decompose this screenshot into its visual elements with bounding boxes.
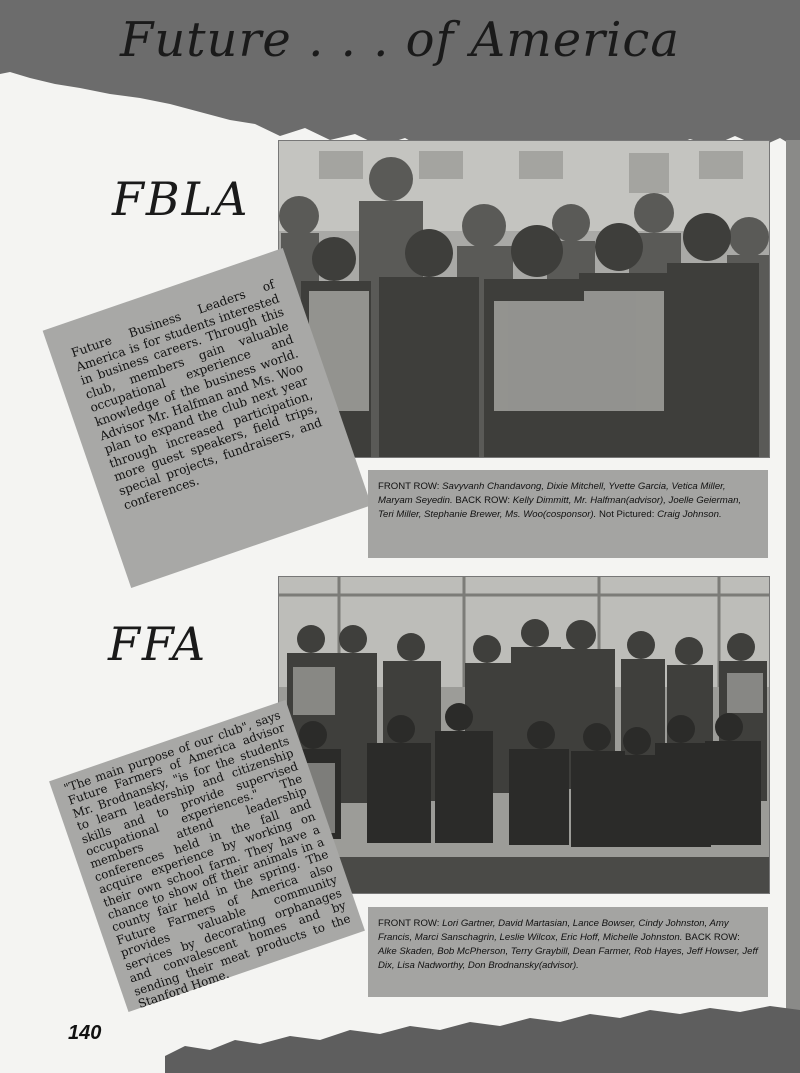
ffa-photo-illustration <box>279 577 769 893</box>
bottom-torn-band <box>165 1006 800 1073</box>
right-edge-strip <box>786 140 800 1020</box>
ffa-caption <box>368 907 768 997</box>
ffa-back-row-names: Alke Skaden, Bob McPherson, Terry Graybill, Dean Farmer, Rob Hayes, Jeff Howser, Jeff Dix, Lisa Nadworthy, Don Brodnansky(advisor). <box>378 946 758 971</box>
fbla-not-pictured-label: Not Pictured: <box>598 509 655 520</box>
fbla-group-photo <box>278 140 770 458</box>
ffa-heading: FFA <box>108 617 208 671</box>
ffa-back-row-label: BACK ROW: <box>685 932 740 943</box>
ffa-description: "The main purpose of our club", says Future Farmers of America advisor Mr. Brodnansky, "is for the students to learn leadership and citizenship skills and to provide supervised occupational experiences." The members attend leadership conferences held in the fall and acquire experience by working on their own school farm. They have a chance to show off their animals in a county fair held in the spring. The Future Farmers of America also provides valuable community services by decorating orphanages and convalescent homes and by sending their meat products to the Stanford Home. <box>62 707 353 1011</box>
page-number: 140 <box>68 1022 102 1044</box>
fbla-heading: FBLA <box>112 172 250 226</box>
fbla-not-pictured-names: Craig Johnson. <box>657 509 722 520</box>
fbla-back-row-label: BACK ROW: <box>455 495 511 506</box>
page-title: Future . . . of America <box>120 12 680 68</box>
ffa-front-row-names: Lori Gartner, David Martasian, Lance Bowser, Cindy Johnston, Amy Francis, Marci Sanschagrin, Leslie Wilcox, Eric Hoff, Michelle Johnston. <box>378 918 729 943</box>
fbla-caption <box>368 470 768 558</box>
fbla-front-row-label: FRONT ROW: <box>378 481 440 492</box>
fbla-back-row-names: Kelly Dimmitt, Mr. Halfman(advisor), Joelle Geierman, Teri Miller, Stephanie Brewer, Ms. Woo(cosponsor). <box>378 495 742 520</box>
fbla-front-row-names: Savyvanh Chandavong, Dixie Mitchell, Yvette Garcia, Vetica Miller, Maryam Seyedin. <box>378 481 726 506</box>
ffa-group-photo <box>278 576 770 894</box>
fbla-description: Future Business Leaders of America is for students interested in business careers. Through this club, members gain valuable occupational experience and knowledge of the business world. Advisor Mr. Halfman and Ms. Woo plan to expand the club next year through increased participation, more guest speakers, field trips, special projects, fundraisers, and conferences. <box>69 277 324 512</box>
fbla-photo-illustration <box>279 141 769 457</box>
ffa-front-row-label: FRONT ROW: <box>378 918 440 929</box>
